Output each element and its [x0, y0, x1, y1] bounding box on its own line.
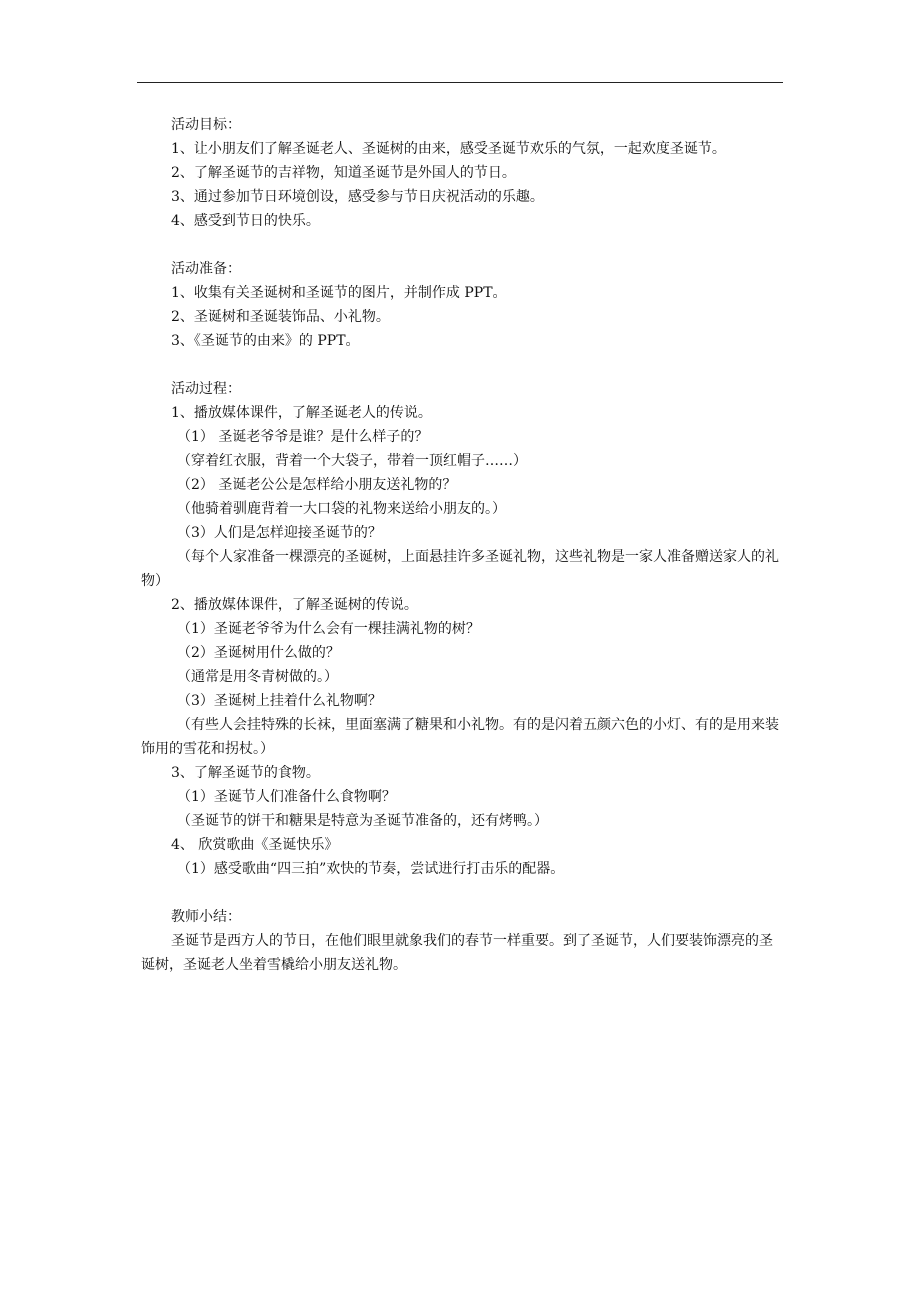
list-item: （1）感受歌曲“四三拍”欢快的节奏，尝试进行打击乐的配器。 — [177, 861, 565, 877]
list-item: （3）人们是怎样迎接圣诞节的？ — [177, 525, 382, 541]
list-item: 2、圣诞树和圣诞装饰品、小礼物。 — [171, 309, 390, 325]
section-preparation — [141, 257, 786, 353]
list-item: 2、了解圣诞节的吉祥物，知道圣诞节是外国人的节日。 — [171, 165, 516, 181]
blank-line — [141, 233, 786, 257]
list-item: （有些人会挂特殊的长袜，里面塞满了糖果和小礼物。有的是闪着五颜六色的小灯、有的是用来装饰用的雪花和拐杖。） — [141, 717, 779, 757]
list-item: （1）圣诞节人们准备什么食物啊？ — [177, 789, 396, 805]
list-item: （1） 圣诞老爷爷是谁？是什么样子的？ — [177, 429, 429, 445]
list-item: 3、《圣诞节的由来》的 PPT。 — [171, 333, 360, 349]
list-item: （通常是用冬青树做的。） — [177, 669, 338, 685]
section-heading: 活动准备： — [171, 261, 241, 277]
list-item: （每个人家准备一棵漂亮的圣诞树，上面悬挂许多圣诞礼物，这些礼物是一家人准备赠送家人的礼物） — [141, 549, 779, 589]
summary-paragraph: 圣诞节是西方人的节日，在他们眼里就象我们的春节一样重要。到了圣诞节，人们要装饰漂亮的圣诞树，圣诞老人坐着雪橇给小朋友送礼物。 — [141, 933, 773, 973]
list-item: 1、让小朋友们了解圣诞老人、圣诞树的由来，感受圣诞节欢乐的气氛，一起欢度圣诞节。 — [171, 141, 726, 157]
list-item: （2） 圣诞老公公是怎样给小朋友送礼物的？ — [177, 477, 457, 493]
list-item: 3、通过参加节日环境创设，感受参与节日庆祝活动的乐趣。 — [171, 189, 544, 205]
section-heading: 活动过程： — [171, 381, 241, 397]
list-item: 4、 欣赏歌曲《圣诞快乐》 — [171, 837, 339, 853]
section-goals — [141, 113, 786, 233]
section-process — [141, 377, 786, 881]
list-item: （3）圣诞树上挂着什么礼物啊？ — [177, 693, 382, 709]
document-body — [141, 113, 786, 977]
list-item: （2）圣诞树用什么做的？ — [177, 645, 340, 661]
list-item: 4、感受到节日的快乐。 — [171, 213, 320, 229]
list-item: （圣诞节的饼干和糖果是特意为圣诞节准备的，还有烤鸭。） — [177, 813, 548, 829]
list-item: （穿着红衣服，背着一个大袋子，带着一顶红帽子……） — [177, 453, 527, 469]
blank-line — [141, 353, 786, 377]
section-summary — [141, 905, 786, 977]
list-item: （他骑着驯鹿背着一大口袋的礼物来送给小朋友的。） — [177, 501, 506, 517]
header-rule — [137, 82, 783, 83]
list-item: （1）圣诞老爷爷为什么会有一棵挂满礼物的树？ — [177, 621, 480, 637]
list-item: 2、播放媒体课件，了解圣诞树的传说。 — [171, 597, 418, 613]
blank-line — [141, 881, 786, 905]
section-heading: 活动目标： — [171, 117, 241, 133]
list-item: 3、了解圣诞节的食物。 — [171, 765, 320, 781]
section-heading: 教师小结： — [171, 909, 241, 925]
list-item: 1、播放媒体课件，了解圣诞老人的传说。 — [171, 405, 432, 421]
list-item: 1、收集有关圣诞树和圣诞节的图片，并制作成 PPT。 — [171, 285, 507, 301]
